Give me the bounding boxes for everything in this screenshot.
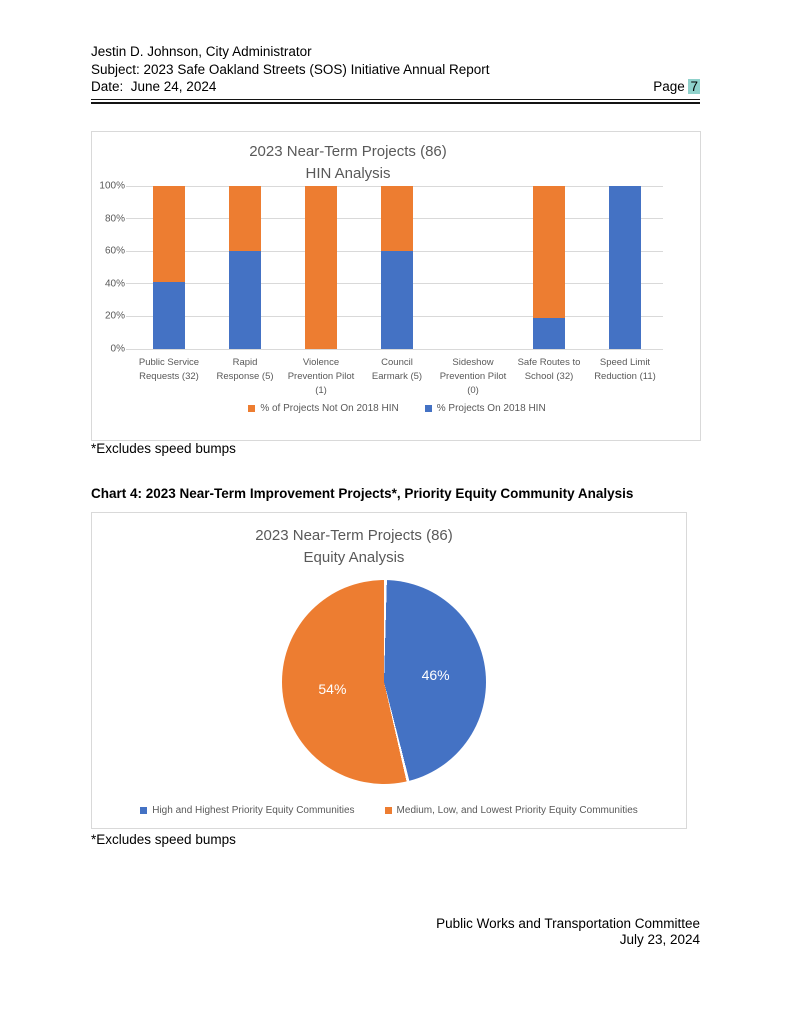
header-date: Date: June 24, 2024 <box>91 79 217 94</box>
legend-item <box>248 403 398 414</box>
page-footer <box>91 916 700 947</box>
footer-committee: Public Works and Transportation Committee <box>436 916 700 931</box>
chart2-legend <box>92 805 686 816</box>
category-label: Violence Prevention Pilot (1) <box>287 357 355 396</box>
y-axis-tick-label: 20% <box>104 310 125 322</box>
chart2-title: 2023 Near-Term Projects (86) <box>255 527 453 544</box>
legend-item <box>425 403 546 414</box>
bar-column <box>511 186 587 349</box>
bar-segment <box>229 251 261 349</box>
hin-analysis-bar-chart <box>91 131 701 441</box>
legend-swatch <box>425 405 432 412</box>
pie-data-label: 46% <box>421 667 450 684</box>
category-label: Safe Routes to School (32) <box>517 357 581 382</box>
y-axis-tick-label: 60% <box>104 245 125 257</box>
legend-swatch <box>385 807 392 814</box>
category-label: Public Service Requests (32) <box>138 357 200 382</box>
bar-segment <box>305 186 337 349</box>
page-number-highlight: 7 <box>690 79 698 94</box>
bar-column <box>435 186 511 349</box>
chart1-legend <box>131 403 663 414</box>
bar-segment <box>153 282 185 349</box>
category-label: Council Earmark (5) <box>371 357 423 382</box>
header-divider-rule <box>91 99 700 104</box>
legend-label: Medium, Low, and Lowest Priority Equity Communities <box>396 805 638 816</box>
chart1-title: 2023 Near-Term Projects (86) <box>249 143 447 160</box>
chart1-footnote: *Excludes speed bumps <box>91 441 236 456</box>
equity-analysis-pie-chart <box>91 512 687 829</box>
category-label: Sideshow Prevention Pilot (0) <box>439 357 507 396</box>
header-date-row <box>91 78 700 96</box>
category-label: Rapid Response (5) <box>216 357 274 382</box>
footer-date: July 23, 2024 <box>619 931 700 947</box>
category-label: Speed Limit Reduction (11) <box>594 357 656 382</box>
chart2-subtitle: Equity Analysis <box>303 549 405 566</box>
bar-segment <box>229 186 261 251</box>
pie-graphic <box>282 580 486 784</box>
bar-segment <box>533 318 565 349</box>
y-axis-tick-label: 80% <box>104 213 125 225</box>
legend-label: High and Highest Priority Equity Communities <box>152 805 355 816</box>
bar-segment <box>153 186 185 282</box>
legend-swatch <box>140 807 147 814</box>
legend-label: % Projects On 2018 HIN <box>436 403 546 414</box>
y-axis-tick-label: 0% <box>110 343 125 355</box>
bar-segment <box>533 186 565 318</box>
chart4-heading: Chart 4: 2023 Near-Term Improvement Projects*, Priority Equity Community Analysis <box>91 486 634 501</box>
y-axis-tick-label: 100% <box>99 180 125 192</box>
y-axis-tick-label: 40% <box>104 278 125 290</box>
bar-segment <box>609 186 641 349</box>
legend-item <box>140 805 354 816</box>
page-word: Page <box>653 79 689 94</box>
legend-item <box>385 805 638 816</box>
bar-segment <box>381 186 413 251</box>
bar-segment <box>381 251 413 349</box>
legend-label: % of Projects Not On 2018 HIN <box>260 403 399 414</box>
bar-column <box>207 186 283 349</box>
bar-column <box>131 186 207 349</box>
bar-column <box>283 186 359 349</box>
bar-column <box>587 186 663 349</box>
header-page <box>653 78 700 96</box>
chart2-footnote: *Excludes speed bumps <box>91 832 236 847</box>
bar-column <box>359 186 435 349</box>
header-subject-line: Subject: 2023 Safe Oakland Streets (SOS) Initiative Annual Report <box>91 61 490 77</box>
bar-columns <box>131 186 663 349</box>
chart1-subtitle: HIN Analysis <box>305 165 391 182</box>
x-axis-category-labels <box>131 356 663 398</box>
header-author-line: Jestin D. Johnson, City Administrator <box>91 44 312 59</box>
pie-data-label: 54% <box>318 680 347 697</box>
bar-plot-area <box>131 186 663 349</box>
legend-swatch <box>248 405 255 412</box>
page-header <box>91 43 700 104</box>
